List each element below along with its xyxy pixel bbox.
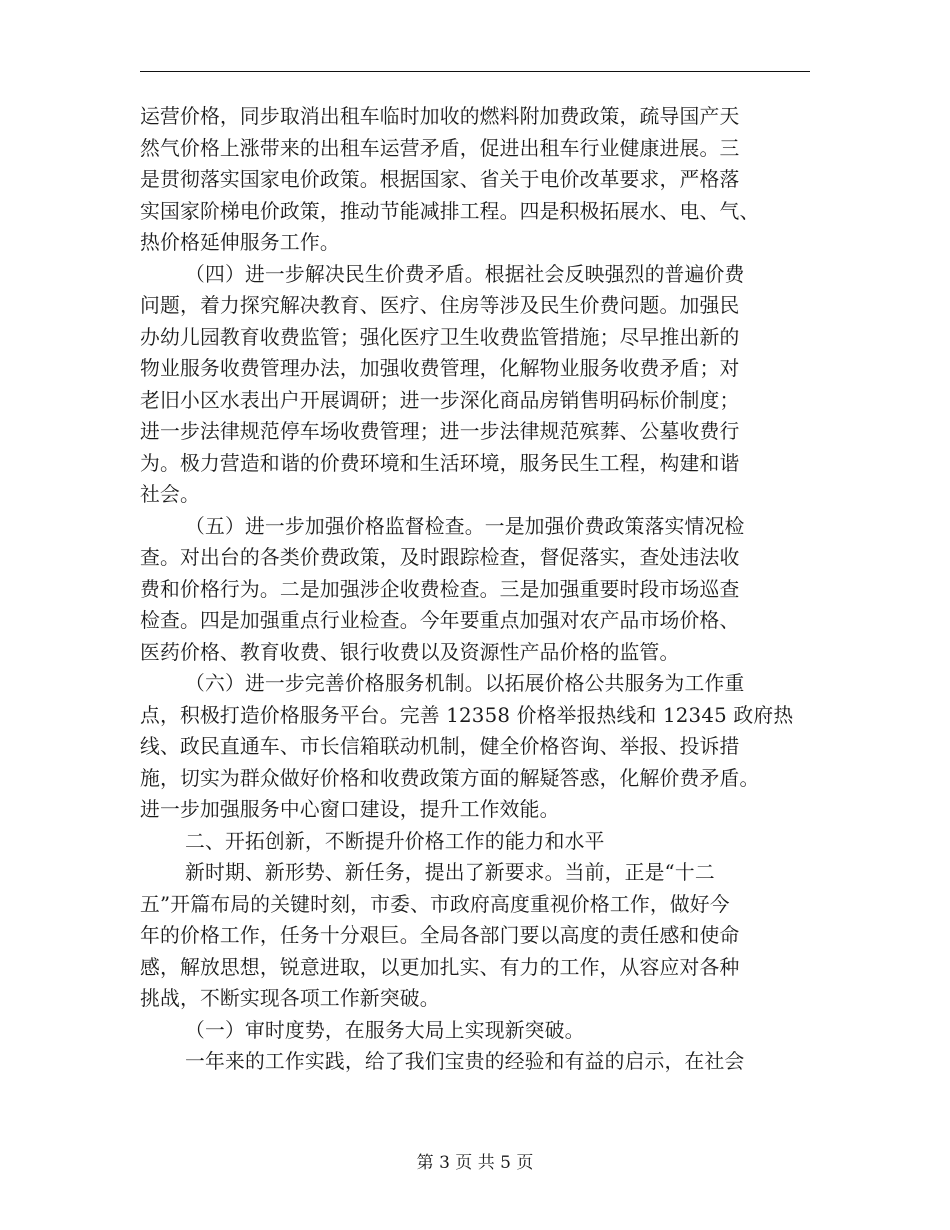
text-line: 然气价格上涨带来的出租车运营矛盾，促进出租车行业健康进展。三: [140, 136, 740, 160]
text-line: 进一步加强服务中心窗口建设，提升工作效能。: [140, 798, 560, 821]
text-line: 五”开篇布局的关键时刻，市委、市政府高度重视价格工作，做好今: [140, 892, 730, 916]
text-line: 医药价格、教育收费、银行收费以及资源性产品价格的监管。: [140, 640, 680, 664]
text-line: （六）进一步完善价格服务机制。以拓展价格公共服务为工作重: [185, 672, 745, 695]
text-line: 为。极力营造和谐的价费环境和生活环境，服务民生工程，构建和谐: [140, 451, 740, 475]
text-line: 费和价格行为。二是加强涉企收费检查。三是加强重要时段市场巡查: [140, 577, 740, 601]
page-footer: 第 3 页 共 5 页: [416, 1153, 534, 1173]
text-line: 施，切实为群众做好价格和收费政策方面的解疑答惑，化解价费矛盾。: [140, 766, 760, 790]
text-line: 问题，着力探究解决教育、医疗、住房等涉及民生价费问题。加强民: [140, 294, 740, 317]
document-body: [140, 101, 810, 1078]
text-line: 热价格延伸服务工作。: [140, 231, 340, 254]
text-line: 年的价格工作，任务十分艰巨。全局各部门要以高度的责任感和使命: [140, 924, 740, 947]
text-line: 进一步法律规范停车场收费管理；进一步法律规范殡葬、公墓收费行: [140, 420, 740, 443]
header-divider: [140, 71, 810, 72]
text-line: 老旧小区水表出户开展调研；进一步深化商品房销售明码标价制度；: [140, 388, 740, 412]
text-line: 查。对出台的各类价费政策，及时跟踪检查，督促落实，查处违法收: [140, 546, 740, 569]
text-line: （五）进一步加强价格监督检查。一是加强价费政策落实情况检: [185, 514, 745, 538]
text-line: 办幼儿园教育收费监管；强化医疗卫生收费监管措施；尽早推出新的: [140, 325, 740, 349]
text-line: 检查。四是加强重点行业检查。今年要重点加强对农产品市场价格、: [140, 609, 740, 632]
text-line: （一）审时度势，在服务大局上实现新突破。: [185, 1018, 585, 1042]
text-line: （四）进一步解决民生价费矛盾。根据社会反映强烈的普遍价费: [185, 262, 745, 286]
text-line: 新时期、新形势、新任务，提出了新要求。当前，正是“十二: [185, 861, 715, 884]
text-line: 物业服务收费管理办法，加强收费管理，化解物业服务收费矛盾；对: [140, 357, 740, 380]
text-line: 感，解放思想，锐意进取，以更加扎实、有力的工作，从容应对各种: [140, 955, 740, 979]
text-line: 实国家阶梯电价政策，推动节能减排工程。四是积极拓展水、电、气、: [140, 199, 760, 223]
text-line: 是贯彻落实国家电价政策。根据国家、省关于电价改革要求，严格落: [140, 168, 740, 191]
text-line: 运营价格，同步取消出租车临时加收的燃料附加费政策，疏导国产天: [140, 105, 740, 128]
text-line: 社会。: [140, 483, 200, 506]
text-line: 挑战，不断实现各项工作新突破。: [140, 987, 440, 1010]
text-line: 二、开拓创新，不断提升价格工作的能力和水平: [185, 829, 605, 853]
text-line: 线、政民直通车、市长信箱联动机制，健全价格咨询、举报、投诉措: [140, 735, 740, 758]
text-line: 点，积极打造价格服务平台。完善 12358 价格举报热线和 12345 政府热: [140, 703, 794, 727]
text-line: 一年来的工作实践，给了我们宝贵的经验和有益的启示，在社会: [185, 1050, 745, 1073]
